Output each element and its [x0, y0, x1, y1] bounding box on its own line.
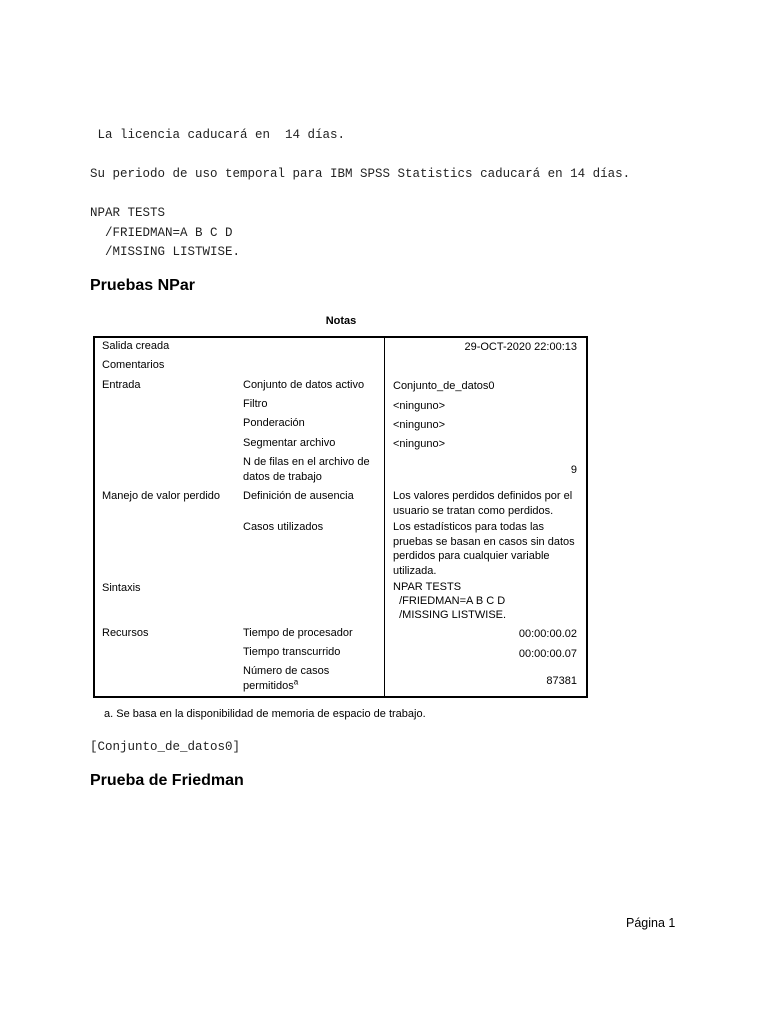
label-salida-creada: Salida creada	[102, 340, 170, 352]
notes-footnote: a. Se basa en la disponibilidad de memoria de espacio de trabajo.	[104, 708, 426, 720]
value-ponderacion: <ninguno>	[393, 419, 445, 431]
label-entrada: Entrada	[102, 379, 141, 391]
heading-pruebas-npar: Pruebas NPar	[90, 277, 195, 294]
value-n-filas: 9	[570, 464, 577, 476]
notes-table-title: Notas	[325, 315, 357, 327]
notes-table-divider	[384, 336, 385, 698]
label-numero-casos-permitidos	[243, 664, 353, 693]
label-sintaxis: Sintaxis	[102, 582, 141, 594]
value-filtro: <ninguno>	[393, 400, 445, 412]
page-number: Página 1	[626, 916, 676, 930]
value-conjunto-datos-activo: Conjunto_de_datos0	[393, 380, 495, 392]
syntax-line-1: NPAR TESTS	[90, 206, 166, 220]
value-tiempo-transcurrido: 00:00:00.07	[518, 648, 577, 660]
syntax-line-3: /MISSING LISTWISE.	[90, 245, 241, 259]
dataset-tag: [Conjunto_de_datos0]	[90, 740, 241, 754]
label-segmentar-archivo: Segmentar archivo	[243, 437, 336, 449]
label-definicion-ausencia: Definición de ausencia	[243, 490, 354, 502]
value-numero-casos-permitidos: 87381	[546, 675, 577, 687]
license-notice: La licencia caducará en 14 días.	[90, 128, 346, 142]
value-casos-utilizados: Los estadísticos para todas las pruebas se basan en casos sin datos perdidos para cualquier variable utilizada.	[393, 521, 575, 577]
label-conjunto-datos-activo: Conjunto de datos activo	[243, 379, 365, 391]
value-sintaxis-3: /MISSING LISTWISE.	[393, 609, 507, 621]
label-casos-utilizados: Casos utilizados	[243, 521, 324, 533]
label-comentarios: Comentarios	[102, 359, 165, 371]
label-tiempo-transcurrido: Tiempo transcurrido	[243, 646, 341, 658]
label-recursos: Recursos	[102, 627, 149, 639]
trial-notice: Su periodo de uso temporal para IBM SPSS Statistics caducará en 14 días.	[90, 167, 631, 181]
syntax-line-2: /FRIEDMAN=A B C D	[90, 226, 233, 240]
value-tiempo-procesador: 00:00:00.02	[518, 628, 577, 640]
value-sintaxis-2: /FRIEDMAN=A B C D	[393, 595, 506, 607]
label-ponderacion: Ponderación	[243, 417, 305, 429]
label-tiempo-procesador: Tiempo de procesador	[243, 627, 353, 639]
value-segmentar-archivo: <ninguno>	[393, 438, 445, 450]
label-manejo-valor-perdido: Manejo de valor perdido	[102, 490, 221, 502]
value-salida-creada: 29-OCT-2020 22:00:13	[464, 341, 577, 353]
heading-prueba-friedman: Prueba de Friedman	[90, 772, 244, 789]
label-n-filas: N de filas en el archivo de datos de trabajo	[243, 456, 370, 483]
label-filtro: Filtro	[243, 398, 268, 410]
footnote-marker: a	[293, 676, 299, 686]
value-sintaxis-1: NPAR TESTS	[393, 581, 462, 593]
value-definicion-ausencia: Los valores perdidos definidos por el usuario se tratan como perdidos.	[393, 490, 573, 517]
label-numero-casos-text: Número de casos permitidos	[243, 665, 330, 692]
